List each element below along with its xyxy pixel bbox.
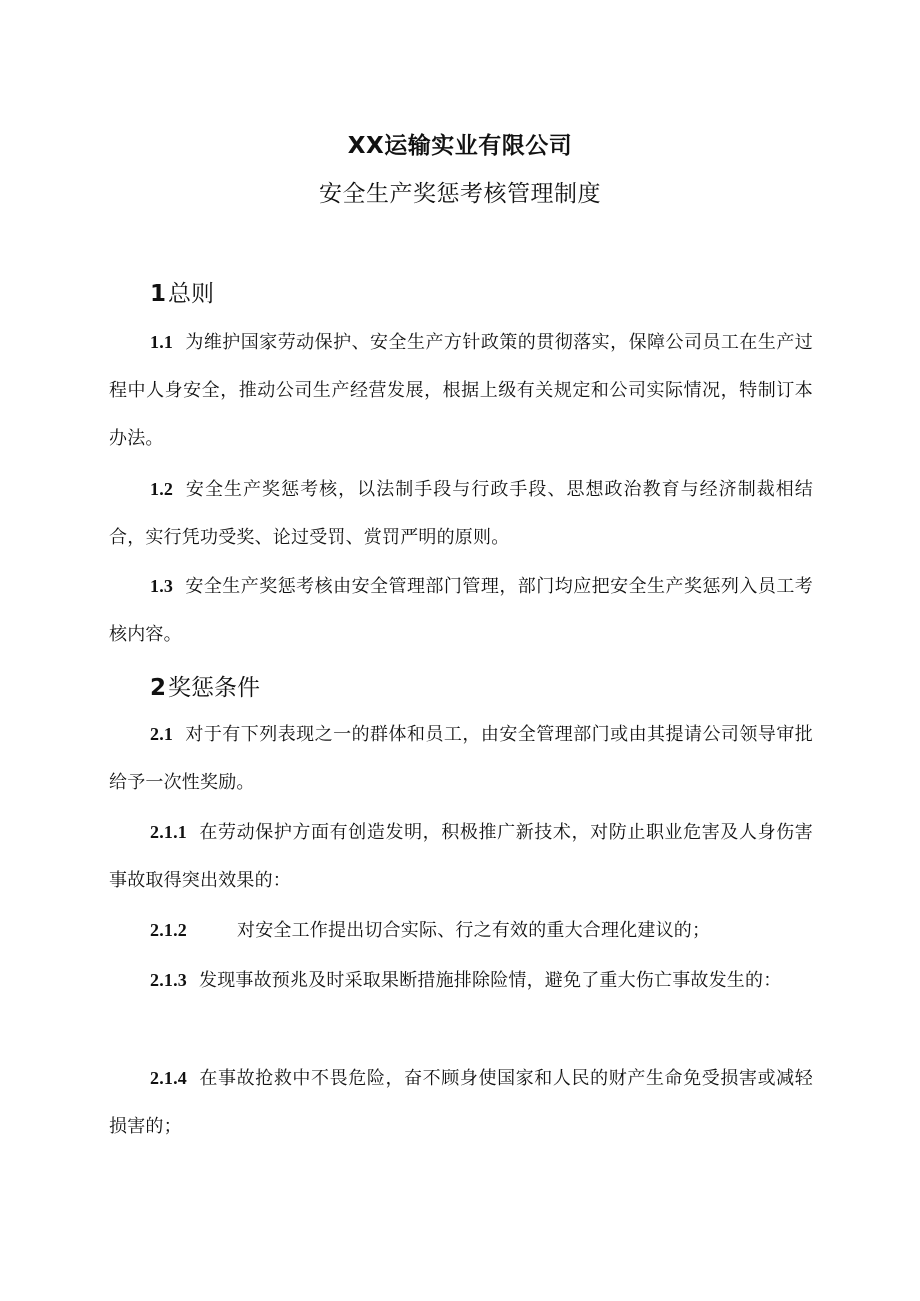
clause-text: 安全生产奖惩考核由安全管理部门管理，部门均应把安全生产奖惩列入员工考核内容。 (109, 576, 813, 645)
clause-number: 1.2 (150, 479, 174, 499)
clause-2-1-3 (109, 956, 813, 1005)
clause-2-1 (109, 710, 813, 807)
clause-1-1 (109, 318, 813, 463)
clause-2-1-1 (109, 808, 813, 905)
clause-text: 安全生产奖惩考核，以法制手段与行政手段、思想政治教育与经济制裁相结合，实行凭功受奖、论过受罚、赏罚严明的原则。 (109, 479, 813, 548)
clause-text: 发现事故预兆及时采取果断措施排除险情，避免了重大伤亡事故发生的： (199, 970, 782, 991)
clause-text: 对安全工作提出切合实际、行之有效的重大合理化建议的； (237, 920, 711, 941)
clause-1-3 (109, 562, 813, 659)
clause-text: 在事故抢救中不畏危险，奋不顾身使国家和人民的财产生命免受损害或减轻损害的； (109, 1068, 813, 1137)
section-title: 总则 (168, 281, 215, 307)
section-heading-2 (150, 673, 260, 703)
clause-1-2 (109, 465, 813, 562)
company-name: XX运输实业有限公司 (347, 133, 573, 159)
clause-number: 2.1.3 (150, 970, 187, 990)
clause-number: 1.1 (150, 332, 174, 352)
clause-number: 2.1.4 (150, 1068, 187, 1088)
clause-number: 1.3 (150, 576, 174, 596)
section-number: 2 (150, 675, 167, 701)
clause-text: 对于有下列表现之一的群体和员工，由安全管理部门或由其提请公司领导审批给予一次性奖励。 (109, 724, 813, 793)
clause-2-1-2 (109, 906, 813, 955)
clause-number: 2.1.1 (150, 822, 187, 842)
clause-text: 在劳动保护方面有创造发明，积极推广新技术，对防止职业危害及人身伤害事故取得突出效果的： (109, 822, 813, 891)
section-title: 奖惩条件 (168, 675, 261, 701)
clause-text: 为维护国家劳动保护、安全生产方针政策的贯彻落实，保障公司员工在生产过程中人身安全，推动公司生产经营发展，根据上级有关规定和公司实际情况，特制订本办法。 (109, 332, 813, 449)
document-title: 安全生产奖惩考核管理制度 (319, 181, 601, 207)
section-heading-1 (150, 279, 214, 309)
clause-number: 2.1 (150, 724, 174, 744)
clause-2-1-4 (109, 1054, 813, 1151)
section-number: 1 (150, 281, 167, 307)
clause-number: 2.1.2 (150, 920, 187, 940)
